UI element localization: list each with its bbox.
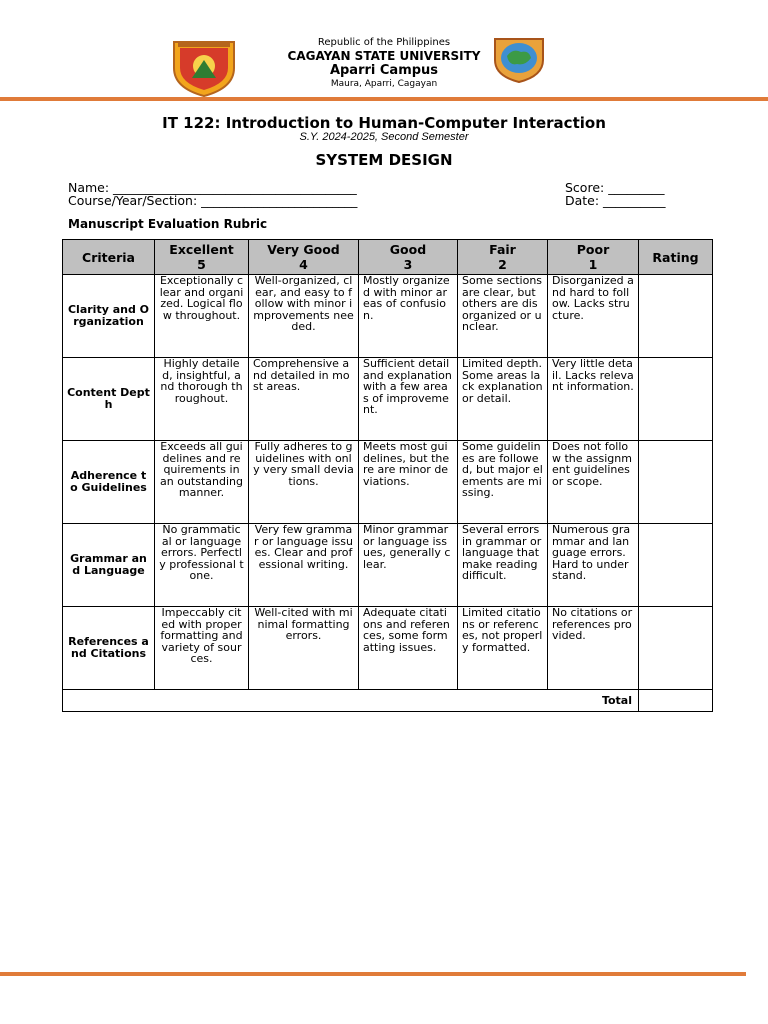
course-section-field[interactable]: Course/Year/Section: _________________________ [68, 193, 358, 208]
university-header [250, 37, 518, 90]
header-rating [639, 240, 713, 275]
header-divider [0, 97, 768, 101]
header-very-good-score: 4 [299, 257, 308, 272]
table-row [63, 441, 713, 524]
rating-cell[interactable] [639, 275, 713, 358]
header-fair-score: 2 [498, 257, 507, 272]
poor-cell: Disorganized and hard to follow. Lacks structure. [548, 275, 639, 358]
header-excellent-label: Excellent [169, 242, 234, 257]
header-rating-label: Rating [652, 249, 699, 265]
header-excellent [155, 240, 249, 275]
fair-cell: Several errors in grammar or language that make reading difficult. [458, 524, 548, 607]
course-title: IT 122: Introduction to Human-Computer Interaction [162, 114, 606, 132]
good-cell: Minor grammar or language issues, generally clear. [359, 524, 458, 607]
header-good [359, 240, 458, 275]
rubric-table [62, 239, 713, 712]
university-seal-icon [170, 38, 238, 98]
rating-cell[interactable] [639, 607, 713, 690]
name-field[interactable]: Name: _______________________________________ [68, 180, 357, 195]
header-good-score: 3 [403, 257, 413, 272]
good-cell: Sufficient detail and explanation with a few areas of improvement. [359, 358, 458, 441]
school-year: S.Y. 2024-2025, Second Semester [299, 131, 469, 143]
header-very-good-label: Very Good [267, 242, 340, 257]
header-fair [458, 240, 548, 275]
excellent-cell: Highly detailed, insightful, and thorough throughout. [155, 358, 249, 441]
total-rating-cell[interactable] [639, 690, 713, 712]
excellent-cell: Exceeds all guidelines and requirements in an outstanding manner. [155, 441, 249, 524]
campus-name: Aparri Campus [329, 63, 439, 78]
very-good-cell: Well-organized, clear, and easy to follow with minor improvements needed. [249, 275, 359, 358]
good-cell: Meets most guidelines, but there are minor deviations. [359, 441, 458, 524]
excellent-cell: Exceptionally clear and organized. Logical flow throughout. [155, 275, 249, 358]
header-fair-label: Fair [489, 242, 516, 257]
criteria-cell: Adherence to Guidelines [63, 441, 155, 524]
poor-cell: Does not follow the assignment guidelines or scope. [548, 441, 639, 524]
fair-cell: Limited depth. Some areas lack explanation or detail. [458, 358, 548, 441]
table-row [63, 275, 713, 358]
very-good-cell: Fully adheres to guidelines with only very small deviations. [249, 441, 359, 524]
very-good-cell: Comprehensive and detailed in most areas. [249, 358, 359, 441]
total-label: Total [63, 690, 639, 712]
criteria-cell: References and Citations [63, 607, 155, 690]
table-row [63, 607, 713, 690]
table-row [63, 524, 713, 607]
document-title: SYSTEM DESIGN [315, 151, 453, 169]
rating-cell[interactable] [639, 358, 713, 441]
poor-cell: Very little detail. Lacks relevant information. [548, 358, 639, 441]
rubric-title: Manuscript Evaluation Rubric [68, 217, 268, 231]
criteria-cell: Clarity and Organization [63, 275, 155, 358]
campus-address: Maura, Aparri, Cagayan [330, 79, 438, 89]
criteria-cell: Grammar and Language [63, 524, 155, 607]
rating-cell[interactable] [639, 441, 713, 524]
fair-cell: Some sections are clear, but others are disorganized or unclear. [458, 275, 548, 358]
excellent-cell: No grammatical or language errors. Perfectly professional tone. [155, 524, 249, 607]
footer-divider [0, 972, 746, 976]
header-poor-label: Poor [576, 242, 610, 257]
header-poor-score: 1 [588, 257, 598, 272]
header-excellent-score: 5 [197, 257, 206, 272]
republic-text: Republic of the Philippines [317, 37, 451, 48]
fair-cell: Some guidelines are followed, but major elements are missing. [458, 441, 548, 524]
header-good-label: Good [389, 242, 427, 257]
good-cell: Mostly organized with minor areas of confusion. [359, 275, 458, 358]
poor-cell: No citations or references provided. [548, 607, 639, 690]
score-field[interactable]: Score: _________ [565, 180, 665, 195]
very-good-cell: Very few grammar or language issues. Clear and professional writing. [249, 524, 359, 607]
table-header-row [63, 240, 713, 275]
excellent-cell: Impeccably cited with proper formatting and variety of sources. [155, 607, 249, 690]
date-field[interactable]: Date: __________ [565, 193, 666, 208]
poor-cell: Numerous grammar and language errors. Hard to understand. [548, 524, 639, 607]
fair-cell: Limited citations or references, not properly formatted. [458, 607, 548, 690]
header-criteria [63, 240, 155, 275]
rating-cell[interactable] [639, 524, 713, 607]
very-good-cell: Well-cited with minimal formatting errors. [249, 607, 359, 690]
header-criteria-label: Criteria [82, 249, 135, 265]
table-row [63, 358, 713, 441]
header-poor [548, 240, 639, 275]
good-cell: Adequate citations and references, some formatting issues. [359, 607, 458, 690]
criteria-cell: Content Depth [63, 358, 155, 441]
total-row [63, 690, 713, 712]
university-name: CAGAYAN STATE UNIVERSITY [287, 49, 481, 63]
header-very-good [249, 240, 359, 275]
